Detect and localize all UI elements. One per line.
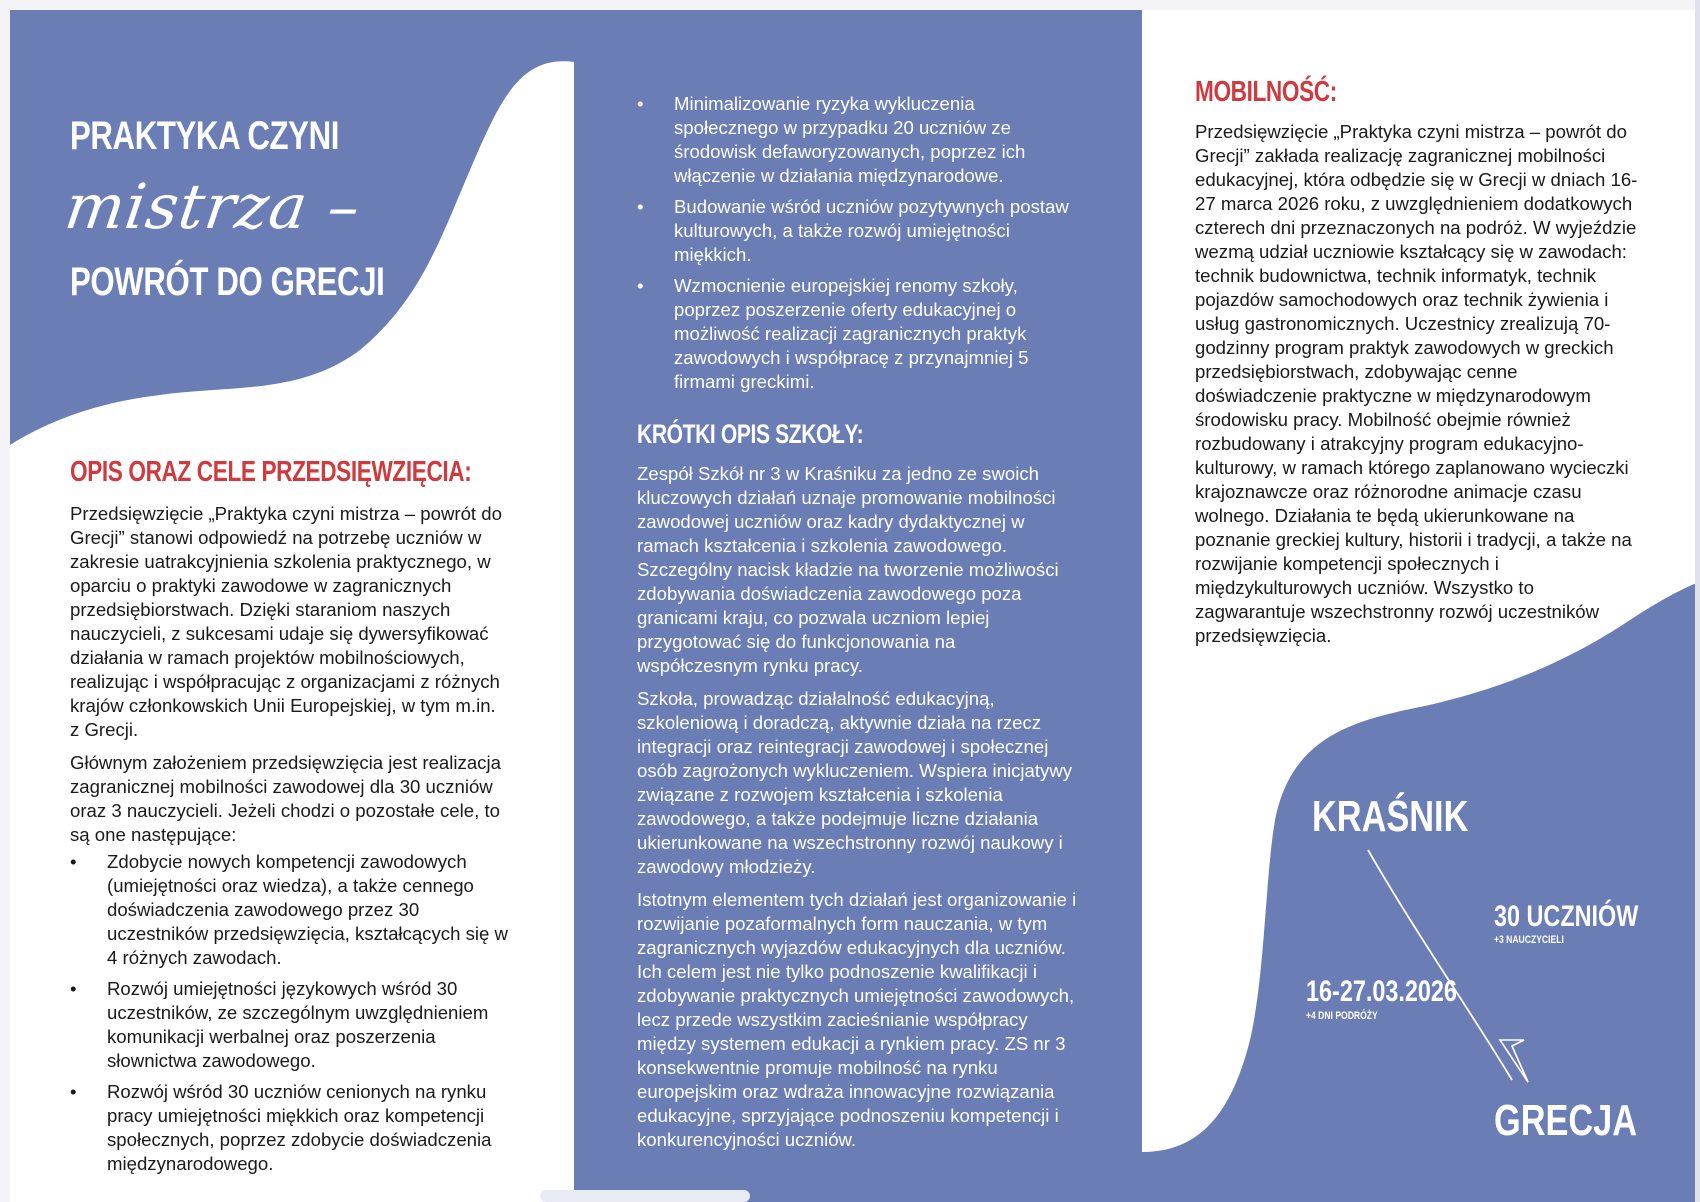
left-paragraph-2: Głównym założeniem przedsięwzięcia jest realizacja zagranicznej mobilności zawodowej dla 30 uczniów oraz 3 nauczycieli. Jeżeli chodzi o pozostałe cele, to są one następujące:: [70, 752, 501, 845]
middle-paragraph-3: Istotnym elementem tych działań jest organizowanie i rozwijanie pozaformalnych form nauczania, w tym zagranicznych wyjazdów edukacyjnych dla uczniów. Ich celem jest nie tylko podnoszenie kwalifikacji i zdobywanie praktycznych umiejętności zawodowych, lecz przede wszystkim zacieśnianie współpracy między systemem edukacji a rynkiem pracy. ZS nr 3 konsekwentnie promuje mobilność na rynku europejskim oraz wdraża innowacyjne rozwiązania edukacyjne, sprzyjające podnoszeniu kompetencji i konkurencyjności uczniów.: [637, 889, 1077, 1150]
title-line-2: POWRÓT DO GRECJI: [70, 260, 385, 304]
middle-paragraph-1: Zespół Szkół nr 3 w Kraśniku za jedno ze swoich kluczowych działań uznaje promowanie mobilności zawodowej uczniów oraz kadry dydaktycznej w ramach kształcenia i szkolenia zawodowego. Szczególny nacisk kładzie na tworzenie możliwości zdobywania doświadczenia zawodowego poza granicami kraju, co pozwala uczniom lepiej przygotować się do funkcjonowania na współczesnym rynku pracy.: [637, 463, 1059, 676]
participants-label: 30 UCZNIÓW: [1494, 900, 1639, 933]
left-bullet-list: [70, 850, 510, 1176]
middle-paragraph-2: Szkoła, prowadząc działalność edukacyjną, szkoleniową i doradczą, aktywnie działa na rzecz integracji oraz reintegracji zawodowej i społecznej osób zagrożonych wykluczeniem. Wspiera inicjatywy związane z rozwojem kształcenia i szkolenia zawodowego, a także podejmuje liczne działania ukierunkowane na wszechstronny rozwój naukowy i zawodowy młodzieży.: [637, 688, 1073, 877]
title-line-1: PRAKTYKA CZYNI: [70, 114, 339, 158]
list-item: • Zdobycie nowych kompetencji zawodowych (umiejętności oraz wiedza), a także cennego doświadczenia zawodowego przez 30 uczestników przedsięwzięcia, kształcących się w 4 różnych zawodach.: [70, 850, 510, 970]
travel-label: +4 DNI PODRÓŻY: [1306, 1010, 1378, 1022]
list-item: • Minimalizowanie ryzyka wykluczenia społecznego w przypadku 20 uczniów ze środowisk defaworyzowanych, poprzez ich włączenie w działania międzynarodowe.: [637, 92, 1077, 188]
left-paragraph-1: Przedsięwzięcie „Praktyka czyni mistrza – powrót do Grecji” stanowi odpowiedź na potrzebę uczniów w zakresie uatrakcyjnienia szkolenia praktycznego, w oparciu o praktyki zawodowe w zagranicznych przedsiębiorstwach. Dzięki staraniom naszych nauczycieli, z sukcesami udaje się dywersyfikować działania w ramach projektów mobilnościowych, realizując i współpracując z organizacjami z różnych krajów członkowskich Unii Europejskiej, w tym m.in. z Grecji.: [70, 503, 502, 740]
list-item: • Budowanie wśród uczniów pozytywnych postaw kulturowych, a także rozwój umiejętności miękkich.: [637, 195, 1077, 267]
right-heading: MOBILNOŚĆ:: [1195, 76, 1337, 108]
right-column: [1195, 76, 1640, 657]
middle-bullet-list: [637, 92, 1077, 394]
list-item: • Rozwój wśród 30 uczniów cenionych na rynku pracy umiejętności miękkich oraz kompetencji społecznych, poprzez zdobycie doświadczenia międzynarodowego.: [70, 1080, 510, 1176]
left-column: [70, 456, 510, 1183]
list-item: • Rozwój umiejętności językowych wśród 30 uczestników, ze szczególnym uwzględnieniem komunikacji werbalnej oraz poszerzenia słownictwa zawodowego.: [70, 977, 510, 1073]
dates-label: 16-27.03.2026: [1306, 975, 1457, 1008]
left-heading: OPIS ORAZ CELE PRZEDSIĘWZIĘCIA:: [70, 456, 472, 488]
teachers-label: +3 NAUCZYCIELI: [1494, 934, 1564, 946]
middle-column: [637, 92, 1077, 1161]
list-item: • Wzmocnienie europejskiej renomy szkoły, poprzez poszerzenie oferty edukacyjnej o możliwość realizacji zagranicznych praktyk zawodowych i współpracę z przynajmniej 5 firmami greckimi.: [637, 274, 1077, 394]
route-to-label: GRECJA: [1494, 1096, 1638, 1145]
middle-heading: KRÓTKI OPIS SZKOŁY:: [637, 419, 864, 449]
right-paragraph-1: Przedsięwzięcie „Praktyka czyni mistrza – powrót do Grecji” zakłada realizację zagranicznej mobilności edukacyjnej, która odbędzie się w Grecji w dniach 16-27 marca 2026 roku, z uwzględnieniem dodatkowych czterech dni przeznaczonych na podróż. W wyjeździe wezmą udział uczniowie kształcący się w zawodach: technik budownictwa, technik informatyk, technik pojazdów samochodowych oraz technik żywienia i usług gastronomicznych. Uczestnicy zrealizują 70-godzinny program praktyk zawodowych w greckich przedsiębiorstwach, zdobywając cenne doświadczenie praktyczne w międzynarodowym środowisku pracy. Mobilność obejmie również rozbudowany i atrakcyjny program edukacyjno-kulturowy, w ramach którego zaplanowano wycieczki krajoznawcze oraz różnorodne animacje czasu wolnego. Działania te będą ukierunkowane na poznanie greckiej kultury, historii i tradycji, a także na rozwijanie kompetencji społecznych i międzykulturowych uczniów. Wszystko to zagwarantuje wszechstronny rozwój uczestników przedsięwzięcia.: [1195, 121, 1638, 646]
route-from-label: KRAŚNIK: [1312, 792, 1469, 841]
title-script: mistrza –: [60, 170, 366, 243]
